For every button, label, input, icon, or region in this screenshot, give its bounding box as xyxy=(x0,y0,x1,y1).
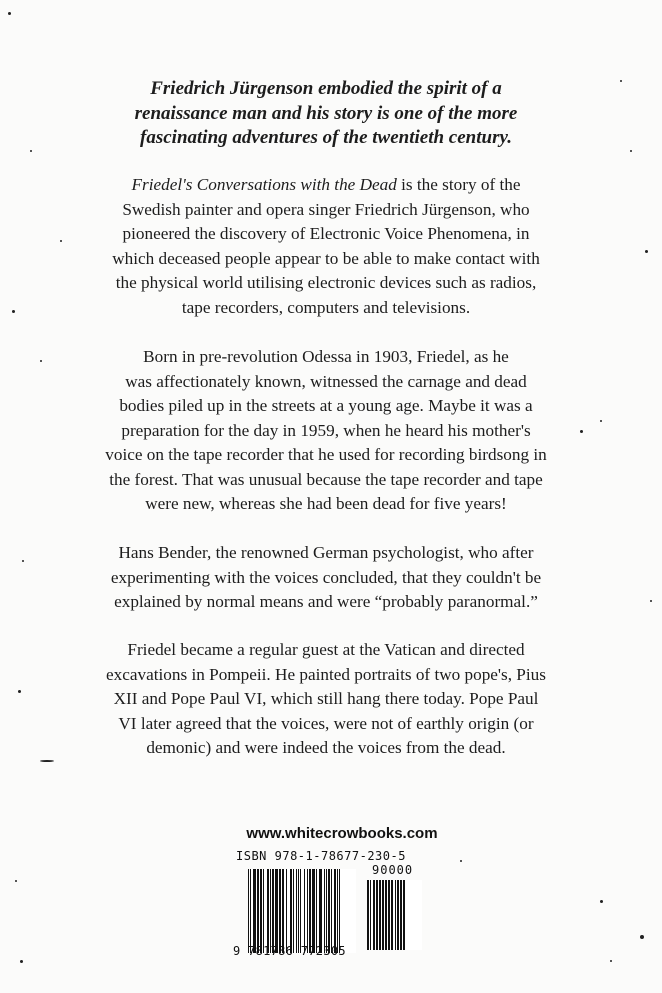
paragraph-line: Swedish painter and opera singer Friedrich Jürgenson, who xyxy=(122,199,530,219)
speck xyxy=(620,80,622,82)
barcode-bar xyxy=(339,869,340,953)
paragraph-line: experimenting with the voices concluded, that they couldn't be xyxy=(110,567,542,587)
paragraph-line: was affectionately known, witnessed the carnage and dead xyxy=(125,371,527,391)
ean-number: 9 781786 772305 xyxy=(233,944,346,958)
barcode-main xyxy=(248,869,356,953)
paragraph-line: were new, whereas she had been dead for five years! xyxy=(145,494,507,513)
paragraph-biography xyxy=(0,345,652,517)
paragraph-line: bodies piled up in the streets at a young age. Maybe it was a xyxy=(119,396,533,415)
barcode-addon xyxy=(367,880,422,950)
paragraph-line: Born in pre-revolution Odessa in 1903, Friedel, as he xyxy=(143,347,509,366)
speck xyxy=(8,12,11,15)
paragraph-line: the forest. That was unusual because the tape recorder and tape xyxy=(109,469,543,489)
speck xyxy=(40,360,42,362)
tagline-line: fascinating adventures of the twentieth century. xyxy=(140,127,512,148)
book-title: Friedel's Conversations with the Dead xyxy=(131,175,397,194)
paragraph-line: excavations in Pompeii. He painted portraits of two pope's, Pius xyxy=(106,664,546,684)
speck xyxy=(12,310,15,313)
speck xyxy=(22,560,24,562)
price-addon-number: 90000 xyxy=(372,863,414,877)
paragraph-line: tape recorders, computers and televisions. xyxy=(181,297,471,317)
speck xyxy=(610,960,612,962)
speck xyxy=(600,420,602,422)
paragraph-line: Friedel became a regular guest at the Vatican and directed xyxy=(127,640,525,659)
speck xyxy=(60,240,62,242)
paragraph-line: voice on the tape recorder that he used for recording birdsong in xyxy=(105,445,547,464)
paragraph-hans-bender xyxy=(0,541,652,615)
speck xyxy=(30,150,32,152)
paragraph-vatican xyxy=(0,638,652,761)
paragraph-line: pioneered the discovery of Electronic Voice Phenomena, in xyxy=(122,224,530,243)
tagline-line: Friedrich Jürgenson embodied the spirit of a xyxy=(150,78,502,99)
speck xyxy=(15,880,17,882)
isbn-text: ISBN 978-1-78677-230-5 xyxy=(236,849,406,863)
barcode-bar xyxy=(403,880,405,950)
speck xyxy=(650,600,652,602)
paragraph-line: which deceased people appear to be able to make contact with xyxy=(112,248,540,268)
speck xyxy=(580,430,583,433)
speck xyxy=(460,860,462,862)
paragraph-line: demonic) and were indeed the voices from the dead. xyxy=(146,738,506,757)
paragraph-line: Hans Bender, the renowned German psychologist, who after xyxy=(118,543,534,562)
speck xyxy=(630,150,632,152)
speck xyxy=(640,935,644,939)
publisher-website: www.whitecrowbooks.com xyxy=(246,825,438,842)
paragraph-line: preparation for the day in 1959, when he heard his mother's xyxy=(121,420,531,440)
tagline-line: renaissance man and his story is one of the more xyxy=(134,102,518,124)
tagline xyxy=(0,77,652,151)
paragraph-line: is the story of the xyxy=(396,175,521,194)
paragraph-line: explained by normal means and were “probably paranormal.” xyxy=(114,592,538,611)
paragraph-line: the physical world utilising electronic devices such as radios, xyxy=(115,273,537,292)
speck xyxy=(645,250,648,253)
speck xyxy=(18,690,21,693)
speck xyxy=(40,760,54,762)
paragraph-intro xyxy=(0,173,652,320)
paragraph-line: XII and Pope Paul VI, which still hang there today. Pope Paul xyxy=(113,689,539,708)
speck xyxy=(600,900,603,903)
speck xyxy=(20,960,23,963)
paragraph-line: VI later agreed that the voices, were not of earthly origin (or xyxy=(118,713,534,733)
